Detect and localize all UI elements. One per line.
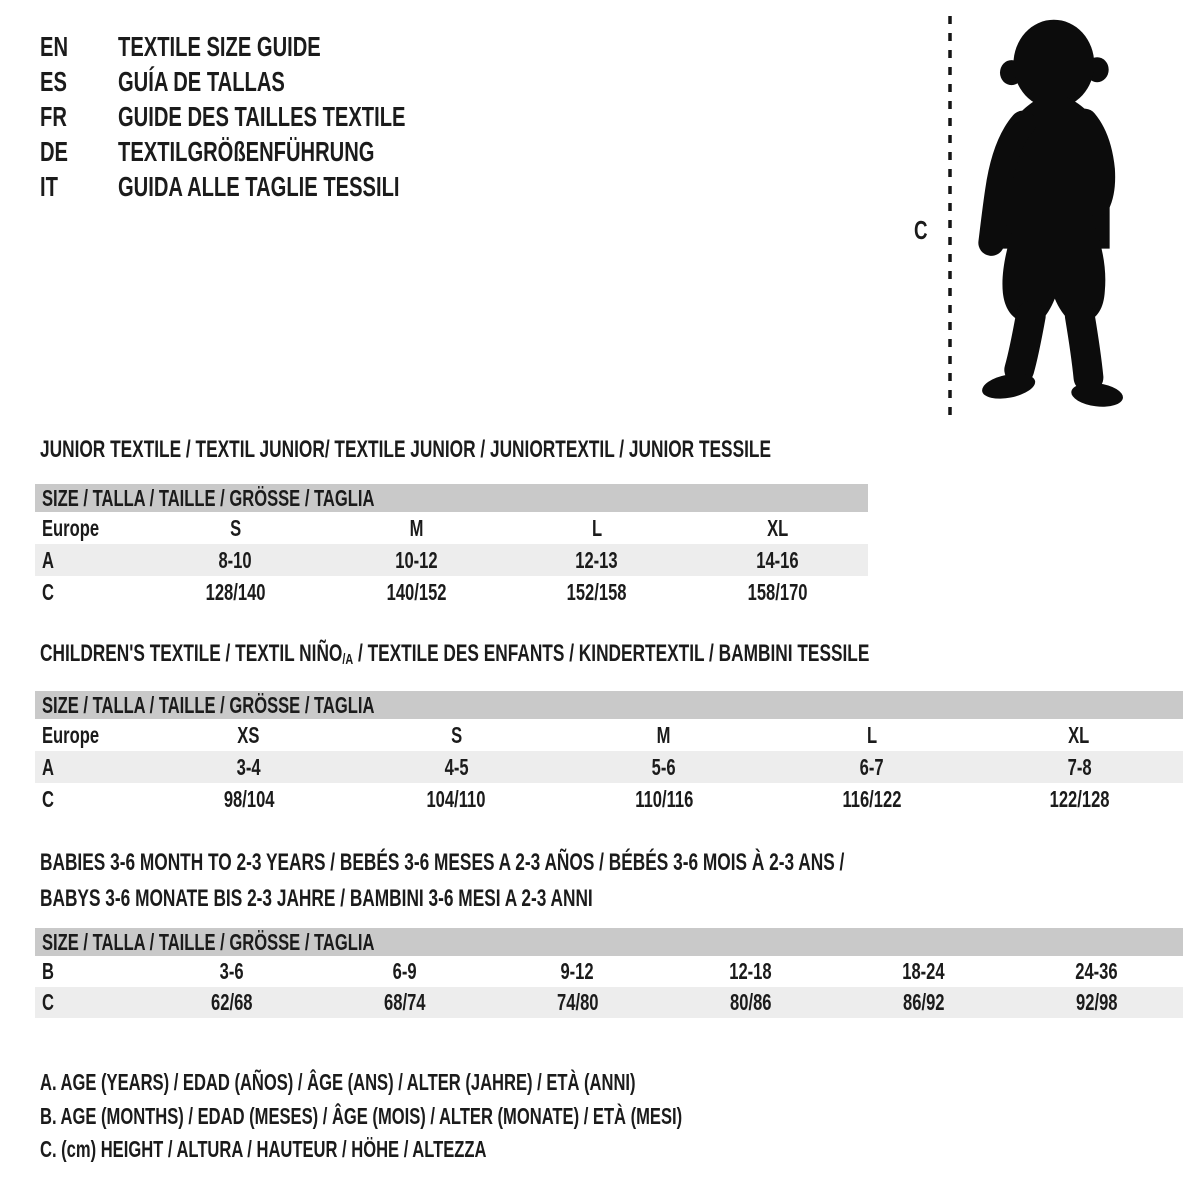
row-label-c: C (42, 785, 54, 812)
height-measure-label-c: C (914, 215, 928, 245)
lang-code-en: EN (40, 30, 69, 62)
height-range-cell: 152/158 (566, 578, 627, 605)
size-value-cell: L (591, 514, 602, 541)
row-label-c: C (42, 578, 54, 605)
age-range-cell: 12-18 (729, 958, 772, 984)
lang-row-en (40, 29, 517, 64)
row-label-europe: Europe (42, 514, 100, 541)
row-label-c: C (35, 987, 145, 1018)
table-header-row (35, 691, 1183, 719)
language-title-list (40, 29, 517, 204)
size-header-cell: SIZE / TALLA / TAILLE / GRÖSSE / TAGLIA (35, 484, 868, 512)
size-header-cell: SIZE / TALLA / TAILLE / GRÖSSE / TAGLIA (35, 928, 1183, 956)
legend-line-c: C. (cm) HEIGHT / ALTURA / HAUTEUR / HÖHE / ALTEZZA (40, 1136, 487, 1162)
height-range-cell: 92/98 (1010, 987, 1183, 1018)
childrens-size-table (35, 691, 1183, 815)
height-range-cell: 104/110 (426, 785, 486, 812)
age-range-cell: 9-12 (560, 958, 595, 984)
europe-sizes-row (35, 719, 1183, 751)
height-range-cell: 122/128 (1049, 785, 1110, 812)
age-range-cell: 5-6 (560, 751, 768, 783)
height-cm-row (35, 783, 1183, 815)
age-years-row (35, 544, 868, 576)
age-months-row (35, 956, 1183, 987)
babies-title-line2: BABYS 3-6 MONATE BIS 2-3 JAHRE / BAMBINI 3-6 MESI A 2-3 ANNI (40, 885, 593, 912)
lang-label-de: TEXTILGRÖßENFÜHRUNG (118, 135, 375, 167)
junior-size-table (35, 484, 868, 608)
height-range-cell: 116/122 (842, 785, 902, 812)
babies-size-table (35, 928, 1183, 1018)
height-range-cell: 68/74 (318, 987, 491, 1018)
height-range-cell: 140/152 (386, 578, 447, 605)
lang-code-fr: FR (40, 100, 67, 132)
size-value-cell: M (657, 721, 671, 748)
age-range-cell: 8-10 (145, 544, 326, 576)
height-range-cell: 110/116 (634, 785, 693, 812)
height-range-cell: 80/86 (664, 987, 837, 1018)
age-years-row (35, 751, 1183, 783)
babies-section-title (40, 845, 1157, 917)
size-header-cell: SIZE / TALLA / TAILLE / GRÖSSE / TAGLIA (35, 691, 1183, 719)
row-label-a: A (35, 751, 145, 783)
lang-row-es (40, 64, 517, 99)
height-cm-row (35, 576, 868, 608)
size-value-cell: XL (1068, 721, 1090, 748)
size-value-cell: S (450, 721, 462, 748)
size-value-cell: XS (237, 721, 260, 748)
age-range-cell: 12-13 (507, 544, 688, 576)
age-range-cell: 10-12 (326, 544, 507, 576)
size-value-cell: XL (767, 514, 789, 541)
lang-label-es: GUÍA DE TALLAS (118, 65, 285, 97)
lang-code-it: IT (40, 170, 58, 202)
height-range-cell: 98/104 (223, 785, 275, 812)
age-range-cell: 7-8 (975, 751, 1183, 783)
height-range-cell: 62/68 (145, 987, 318, 1018)
height-range-cell: 74/80 (491, 987, 664, 1018)
age-range-cell: 6-7 (768, 751, 976, 783)
babies-title-line1: BABIES 3-6 MONTH TO 2-3 YEARS / BEBÉS 3-6 MESES A 2-3 AÑOS / BÉBÉS 3-6 MOIS À 2-3 ANS / (40, 849, 845, 876)
height-range-cell: 158/170 (747, 578, 808, 605)
height-measure-dashed-line (946, 16, 954, 418)
legend-line-b: B. AGE (MONTHS) / EDAD (MESES) / ÂGE (MOIS) / ALTER (MONATE) / ETÀ (MESI) (40, 1102, 683, 1129)
lang-row-it (40, 169, 517, 204)
row-label-b: B (42, 958, 54, 984)
size-value-cell: S (229, 514, 241, 541)
table-header-row (35, 484, 868, 512)
toddler-silhouette-icon (962, 12, 1138, 416)
europe-sizes-row (35, 512, 868, 544)
title-sub-a: /A (342, 651, 354, 668)
age-range-cell: 3-6 (219, 958, 244, 984)
junior-section-title: JUNIOR TEXTILE / TEXTIL JUNIOR/ TEXTILE JUNIOR / JUNIORTEXTIL / JUNIOR TESSILE (40, 436, 771, 463)
age-range-cell: 4-5 (353, 751, 561, 783)
lang-label-it: GUIDA ALLE TAGLIE TESSILI (118, 170, 400, 202)
age-range-cell: 24-36 (1075, 958, 1118, 984)
childrens-section-title: CHILDREN'S TEXTILE / TEXTIL NIÑO/A / TEXTILE DES ENFANTS / KINDERTEXTIL / BAMBINI TESSILE (40, 640, 870, 668)
lang-code-de: DE (40, 135, 69, 167)
lang-row-fr (40, 99, 517, 134)
height-cm-row (35, 987, 1183, 1018)
height-range-cell: 86/92 (837, 987, 1010, 1018)
legend-line-a: A. AGE (YEARS) / EDAD (AÑOS) / ÂGE (ANS) / ALTER (JAHRE) / ETÀ (ANNI) (40, 1069, 636, 1095)
table-header-row (35, 928, 1183, 956)
size-value-cell: L (866, 721, 877, 748)
lang-row-de (40, 134, 517, 169)
size-value-cell: M (409, 514, 424, 541)
height-range-cell: 128/140 (205, 578, 266, 605)
lang-label-fr: GUIDE DES TAILLES TEXTILE (118, 100, 406, 132)
age-range-cell: 14-16 (687, 544, 868, 576)
age-range-cell: 3-4 (145, 751, 353, 783)
lang-code-es: ES (40, 65, 67, 97)
row-label-a: A (35, 544, 145, 576)
age-range-cell: 18-24 (902, 958, 945, 984)
row-label-europe: Europe (42, 721, 100, 748)
lang-label-en: TEXTILE SIZE GUIDE (118, 30, 321, 62)
measurement-legend (40, 1066, 932, 1167)
age-range-cell: 6-9 (392, 958, 417, 984)
